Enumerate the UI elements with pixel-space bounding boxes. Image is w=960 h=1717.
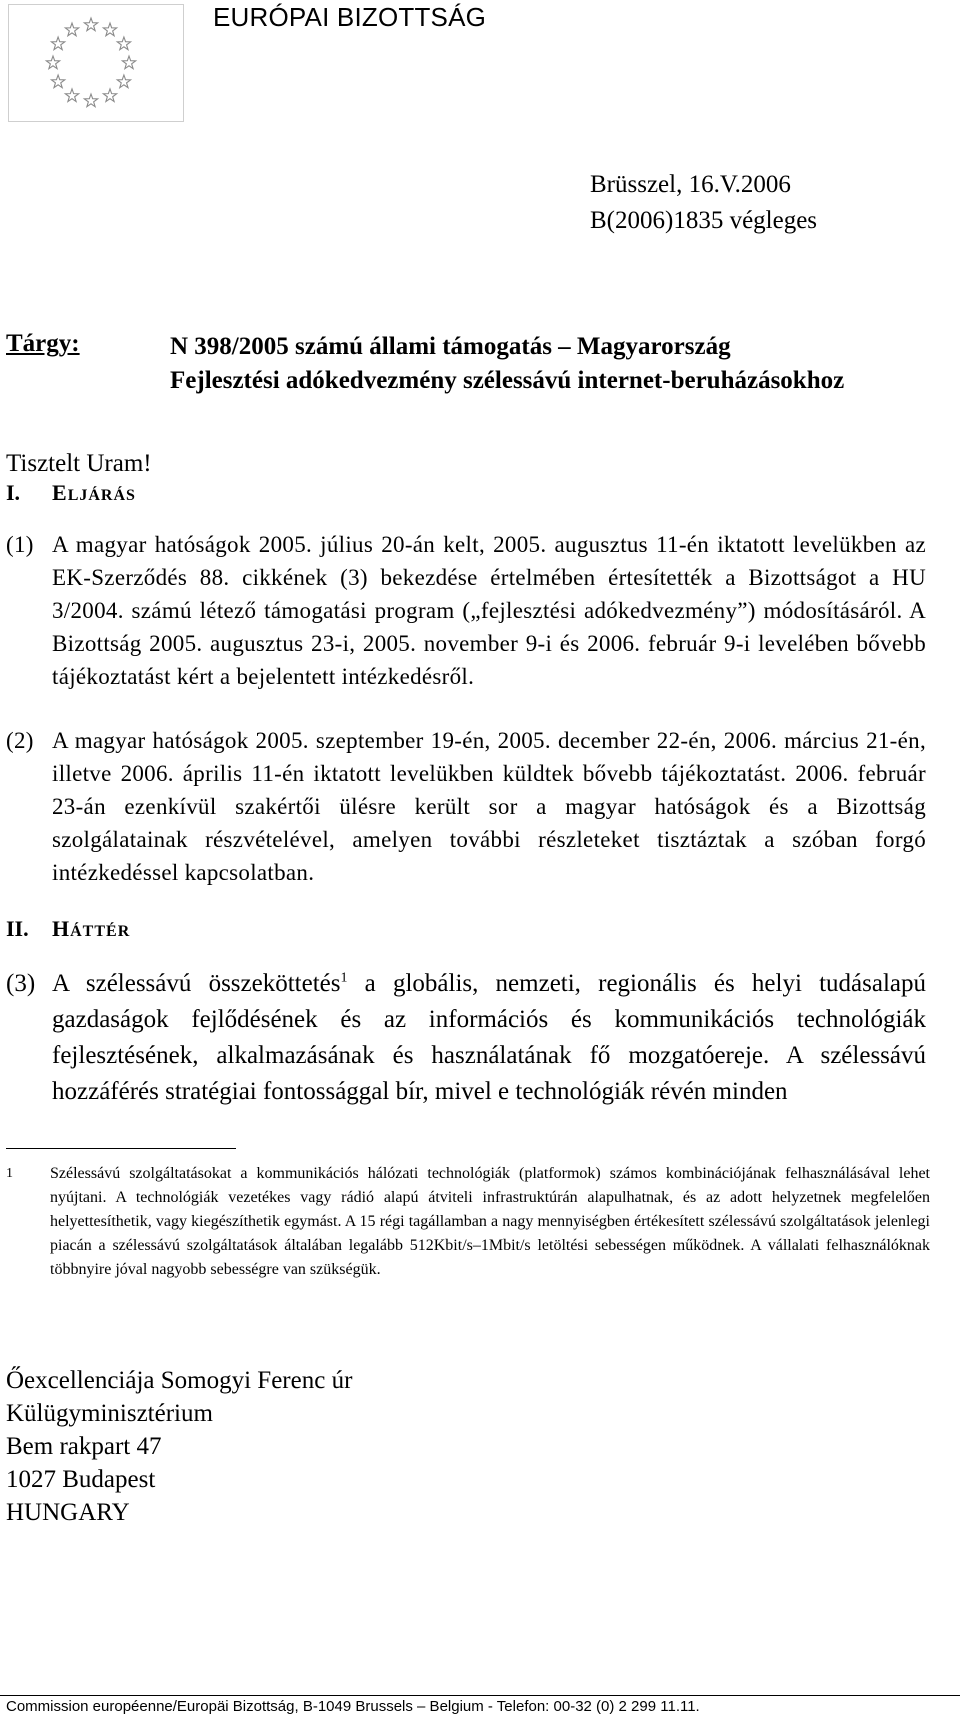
address-line: Külügyminisztérium [6, 1400, 213, 1427]
document-reference: B(2006)1835 végleges [590, 207, 818, 234]
paragraph-text: A szélessávú összeköttetés$^1$ a globális, nemzeti, regionális és helyi tudásalapú gazdaságok fejlődésének és az információs és kommunikációs technológiák fejlesztésének, alkalmazásának és használatának fő mozgatóereje. A szélessávú hozzáférés stratégiai fontossággal bír, mivel e technológiák révén minden [52, 970, 926, 1105]
section-number: I. [6, 480, 21, 505]
footnote-reference: 1 [340, 970, 348, 986]
section-title: HÁTTÉR [52, 916, 131, 941]
address-line: Őexcellenciája Somogyi Ferenc úr [6, 1367, 353, 1394]
star-icon [65, 23, 78, 36]
address-line: HUNGARY [6, 1499, 130, 1526]
address-line: Bem rakpart 47 [6, 1433, 162, 1460]
star-icon [51, 75, 64, 88]
reference-block [590, 167, 817, 239]
paragraph-text: A magyar hatóságok 2005. szeptember 19-én, 2005. december 22-én, 2006. március 21-én, illetve 2006. április 11-én iktatott levelükben küldtek bővebb tájékoztatást. 2006. február 23-án ezenkívül szakértői ülésre került sor a magyar hatóságok és a Bizottság szolgálatainak részvételével, amelyen további részleteket tisztáztak a szóban forgó intézkedéssel kapcsolatban. [52, 728, 926, 885]
subject-label: Tárgy: [6, 330, 80, 357]
subject-line-1: N 398/2005 számú állami támogatás – Magyarország [170, 333, 731, 360]
paragraph-text: A magyar hatóságok 2005. július 20-án kelt, 2005. augusztus 11-én iktatott levelükben az EK-Szerződés 88. cikkének (3) bekezdése értelmében értesítették a Bizottságot a HU 3/2004. számú létező támogatási program („fejlesztési adókedvezmény”) módosításáról. A Bizottság 2005. augusztus 23-i, 2005. november 9-i és 2006. február 9-i levelében bővebb tájékoztatást kért a bejelentett intézkedésről. [52, 532, 926, 689]
footnote-separator [6, 1148, 236, 1149]
paragraph-2 [6, 724, 926, 885]
organization-name: EURÓPAI BIZOTTSÁG [213, 2, 487, 32]
footer-separator [0, 1695, 960, 1696]
star-icon [117, 37, 130, 50]
eu-stars-emblem-icon [9, 5, 183, 121]
star-icon [103, 89, 116, 102]
star-icon [51, 37, 64, 50]
subject-line-2: Fejlesztési adókedvezmény szélessávú internet-beruházásokhoz [170, 367, 845, 394]
place-date: Brüsszel, 16.V.2006 [590, 171, 791, 198]
section-number: II. [6, 916, 29, 941]
recipient-address [6, 1364, 352, 1529]
eu-logo [8, 4, 184, 122]
star-icon [84, 18, 97, 31]
paragraph-number: (3) [6, 970, 36, 997]
star-icon [84, 94, 97, 107]
paragraph-3 [6, 966, 926, 1116]
footnote-text: Szélessávú szolgáltatásokat a kommunikációs hálózati technológiák (platformok) számos kombinációjának felhasználásával lehet nyújtani. A technológiák vezetékes vagy rádió alapú átviteli infrastruktúrán alapulhatnak, és az adott helyzetnek megfelelően helyettesíthetik, vagy kiegészíthetik egymást. A 15 régi tagállamban a nagy mennyiségben értékesített szélessávú szolgáltatások jelenlegi piacán a szélessávú szolgáltatások általában legalább 512Kbit/s–1Mbit/s letöltési sebességen működnek. A vállalati felhasználóknak többnyire jóval nagyobb sebességre van szükségük. [50, 1165, 930, 1278]
address-line: 1027 Budapest [6, 1466, 156, 1493]
footer-contact: Commission européenne/Europäi Bizottság, B-1049 Brussels – Belgium - Telefon: 00-32 (0) 2 299 11.11. [6, 1698, 700, 1715]
star-icon [65, 89, 78, 102]
star-icon [46, 56, 59, 69]
paragraph-1 [6, 528, 926, 698]
section-title: ELJÁRÁS [52, 480, 136, 505]
paragraph-number: (1) [6, 532, 34, 557]
salutation: Tisztelt Uram! [6, 450, 152, 477]
star-icon [103, 23, 116, 36]
paragraph-number: (2) [6, 728, 34, 753]
star-icon [122, 56, 135, 69]
star-icon [117, 75, 130, 88]
footnote-mark: 1 [6, 1166, 13, 1181]
subject-text [170, 330, 930, 398]
